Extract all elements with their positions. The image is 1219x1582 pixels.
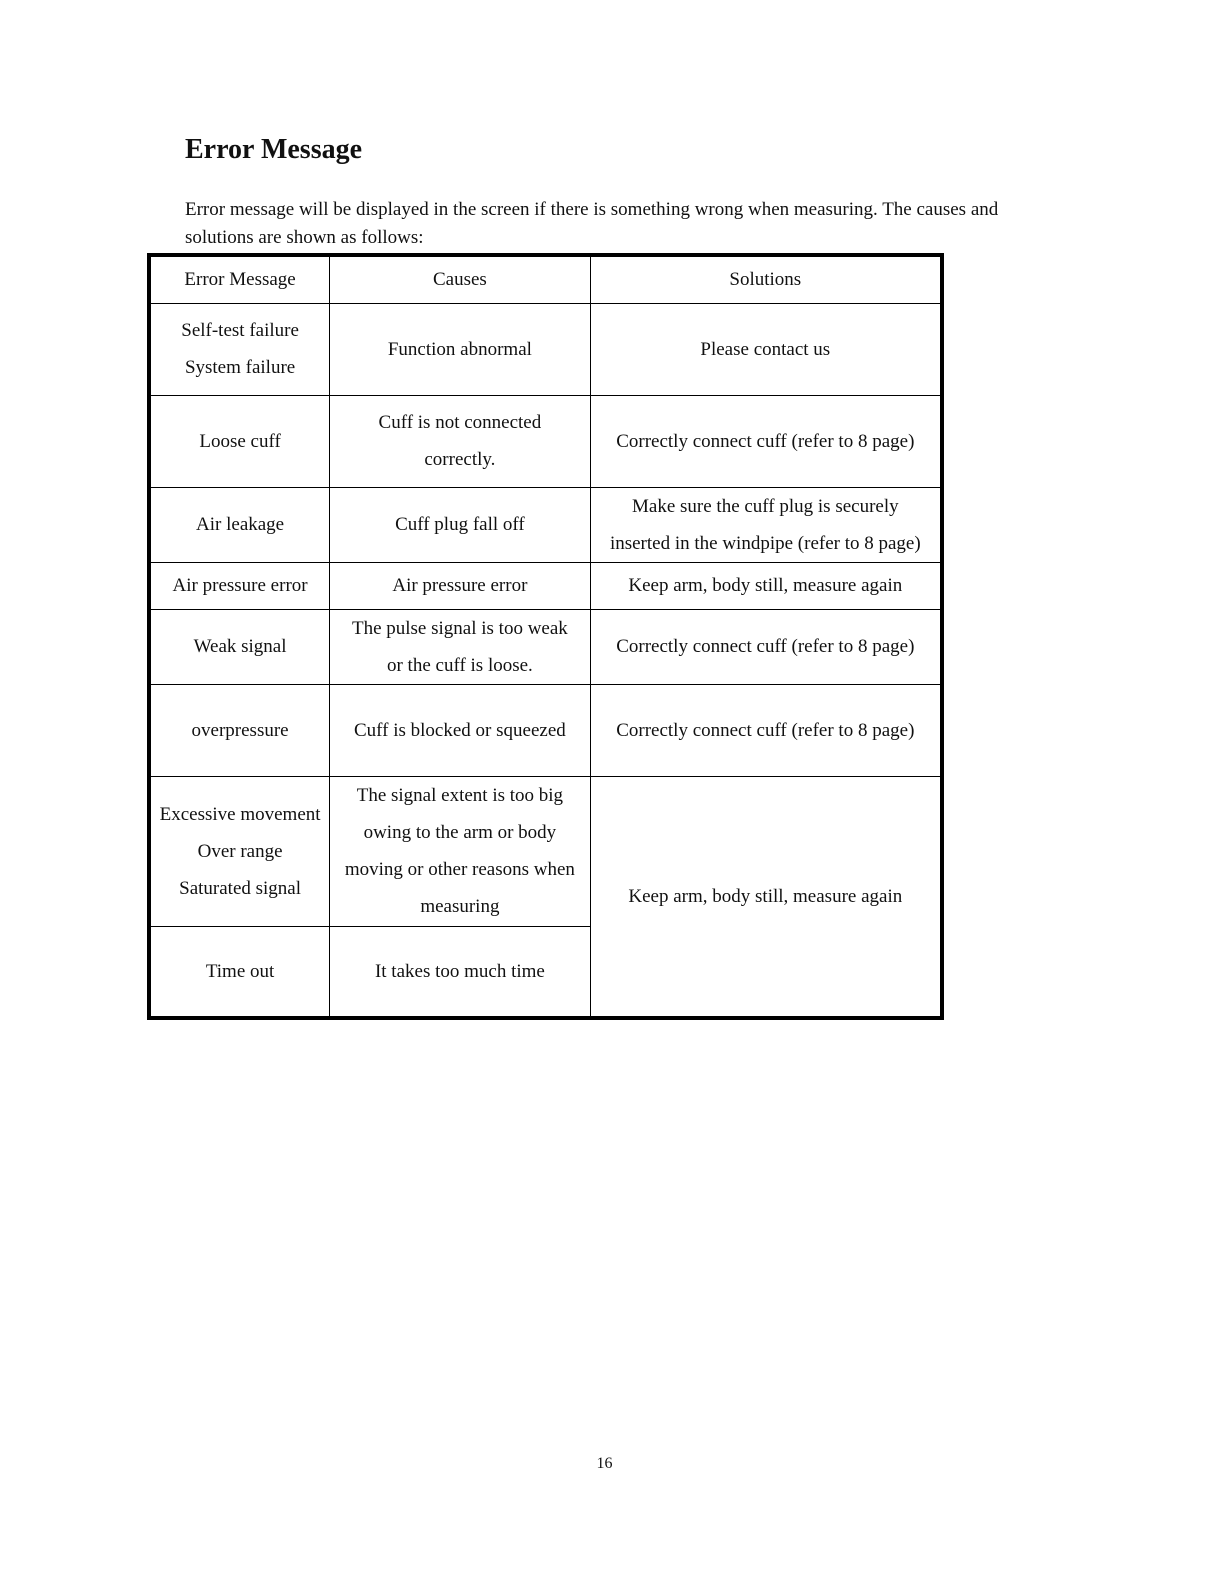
- error-line: Air pressure error: [172, 575, 308, 596]
- table-row: [149, 684, 942, 776]
- cause-cell: [330, 684, 590, 776]
- error-line: Saturated signal: [179, 877, 302, 899]
- cause-line: The pulse signal is too weak: [351, 617, 568, 639]
- error-line: Loose cuff: [199, 430, 281, 452]
- error-line: Air leakage: [196, 514, 285, 535]
- intro-paragraph: Error message will be displayed in the screen if there is something wrong when measuring. The causes and solutions are shown as follows:: [185, 199, 999, 248]
- cause-cell: [330, 926, 590, 1018]
- header-causes: Causes: [330, 255, 590, 303]
- cause-line: measuring: [420, 896, 500, 917]
- table-row: [149, 395, 942, 487]
- error-cell: [149, 303, 330, 395]
- cause-cell: [330, 395, 590, 487]
- cause-line: Cuff is not connected: [378, 412, 542, 433]
- cause-line: owing to the arm or body: [363, 822, 557, 843]
- solution-cell: [590, 303, 942, 395]
- error-cell: [149, 562, 330, 609]
- solution-cell: [590, 562, 942, 609]
- solution-line: Correctly connect cuff (refer to 8 page): [616, 719, 915, 741]
- solution-cell: [590, 487, 942, 562]
- page-number: 16: [596, 1455, 613, 1472]
- cause-line: Cuff plug fall off: [395, 514, 525, 535]
- page-title: Error Message: [185, 134, 363, 165]
- solution-line: Please contact us: [700, 338, 831, 360]
- cause-line: or the cuff is loose.: [386, 654, 533, 676]
- cause-line: The signal extent is too big: [356, 785, 564, 806]
- table-row: [149, 776, 942, 926]
- cause-line: It takes too much time: [374, 960, 545, 982]
- error-line: Self-test failure: [181, 320, 299, 341]
- solution-cell: [590, 776, 942, 1018]
- solution-line: Keep arm, body still, measure again: [628, 575, 903, 596]
- error-cell: [149, 395, 330, 487]
- solution-line: inserted in the windpipe (refer to 8 page): [609, 532, 921, 554]
- error-cell: [149, 487, 330, 562]
- error-line: Weak signal: [193, 636, 287, 657]
- header-solutions: Solutions: [590, 255, 942, 303]
- error-line: overpressure: [191, 719, 289, 741]
- solution-cell: [590, 395, 942, 487]
- cause-cell: [330, 609, 590, 684]
- cause-cell: [330, 776, 590, 926]
- error-message-table: [147, 253, 944, 1020]
- error-cell: [149, 926, 330, 1018]
- cause-line: Cuff is blocked or squeezed: [354, 719, 566, 741]
- cause-line: moving or other reasons when: [344, 859, 575, 880]
- cause-line: Air pressure error: [392, 575, 528, 596]
- header-error-message: Error Message: [149, 255, 330, 303]
- error-line: Over range: [197, 840, 283, 862]
- table-header-row: [149, 255, 942, 303]
- solution-line: Correctly connect cuff (refer to 8 page): [616, 636, 915, 657]
- error-cell: [149, 776, 330, 926]
- error-cell: [149, 609, 330, 684]
- table-row: [149, 609, 942, 684]
- solution-line: Correctly connect cuff (refer to 8 page): [616, 430, 915, 452]
- cause-cell: [330, 303, 590, 395]
- table-row: [149, 303, 942, 395]
- table-row: [149, 562, 942, 609]
- solution-line: Keep arm, body still, measure again: [628, 885, 903, 907]
- error-cell: [149, 684, 330, 776]
- table-row: [149, 487, 942, 562]
- solution-cell: [590, 684, 942, 776]
- solution-line: Make sure the cuff plug is securely: [632, 495, 899, 517]
- cause-line: Function abnormal: [387, 338, 532, 360]
- cause-cell: [330, 562, 590, 609]
- error-line: Excessive movement: [159, 803, 321, 825]
- solution-cell: [590, 609, 942, 684]
- cause-line: correctly.: [424, 449, 496, 470]
- cause-cell: [330, 487, 590, 562]
- error-line: System failure: [184, 357, 296, 378]
- error-line: Time out: [205, 960, 275, 982]
